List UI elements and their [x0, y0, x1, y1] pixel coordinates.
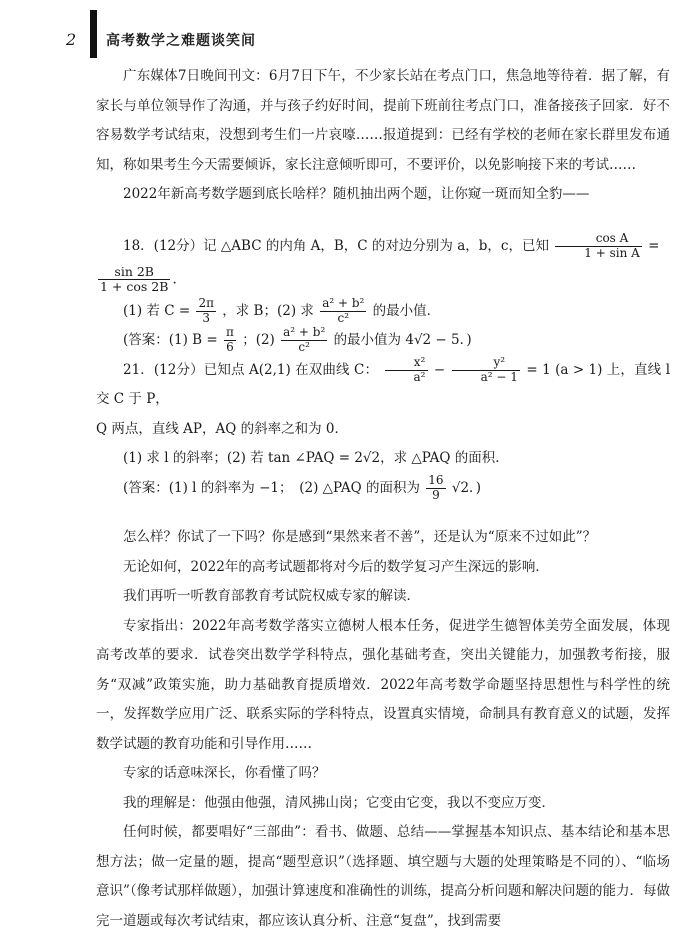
commentary-paragraph: 我们再听一听教育部教育考试院权威专家的解读． [123, 588, 420, 605]
question-18: 18．(12分）记 △ABC 的内角 A，B，C 的对边分别为 a，b，c，已知 $\frac{\text{cos A}}{\text{1 + sin A}}$ = $\frac{\sin 2B}{1 + \cos 2B}$ . (1) 若 C = $\frac{2\pi}{3}$ ，求 B；(2) 求 $\frac{\text{a² + b²}}{\text{c²}}$ 的最小值． (答案：(1) B = $\frac{\pi}{6}$ ；(2) $\frac{\text{a² + b²}}{\text{c²}}$ 的最小值为 4√2 − 5．) [96, 232, 670, 356]
q18-fraction-sin2B: $\frac{\sin 2B}{1 + \cos 2B}$ [100, 264, 169, 295]
q21-answer: (答案：(1) l 的斜率为 −1； (2) △PAQ 的面积为 $\frac{16}{9}$ √2．) [123, 472, 482, 502]
commentary-paragraph: 无论如何，2022年的高考试题都将对今后的数学复习产生深远的影响． [123, 558, 549, 575]
q18-fraction-cosA: $\frac{\text{cos A}}{\text{1 + sin A}}$ [555, 232, 642, 261]
news-paragraph: 广东媒体7日晚间刊文：6月7日下午，不少家长站在考点门口，焦急地等待着．据了解，有家长与单位领导作了沟通，并与孩子约好时间，提前下班前往考点门口，准备接孩子回家．好不容易数学考试结束，没想到考生们一片哀嚎……报道提到：已经有学校的老师在家长群里发布通知，称如果考生今天需要倾诉，家长注意倾听即可，不要评价，以免影响接下来的考试…… [96, 68, 670, 173]
page-body [96, 62, 670, 936]
page-number: 2 [66, 30, 77, 49]
advice-paragraph: 任何时候，都要唱好“三部曲”：看书、做题、总结——掌握基本知识点、基本结论和基本思想方法；做一定量的题，提高“题型意识”（选择题、填空题与大题的处理策略是不同的）、“临场意识”（像考试那样做题），加强计算速度和准确性的训练，提高分析问题和解决问题的能力．每做完一道题或每次考试结束，都应该认真分析、注意“复盘”，找到需要 [96, 824, 670, 929]
expert-paragraph: 专家指出：2022年高考数学落实立德树人根本任务，促进学生德智体美劳全面发展，体现高考改革的要求．试卷突出数学学科特点，强化基础考查，突出关键能力，加强教考衔接，服务“双减”政策实施，助力基础教育提质增效．2022年高考数学命题坚持思想性与科学性的统一，发挥数学应用广泛、联系实际的学科特点，设置真实情境，命制具有教育意义的试题，发挥数学试题的教育功能和引导作用…… [96, 617, 670, 752]
book-title: 高考数学之难题谈笑间 [106, 33, 256, 49]
header-rule [90, 10, 97, 58]
q21-fraction-x: $\frac{\text{x²}}{\text{a²}}$ [385, 356, 428, 385]
q18-equals: = [648, 237, 660, 254]
question-21: 21．(12分）已知点 A(2,1) 在双曲线 C： $\frac{\text{x²}}{\text{a²}}$ − $\frac{\text{y²}}{\text{a² − 1}}$ = 1 (a > 1) 上，直线 l 交 C 于 P， Q 两点，直线 AP，AQ 的斜率之和为 0． (1) 求 l 的斜率；(2) 若 tan ∠PAQ = 2√2，求 △PAQ 的面积． (答案：(1) l 的斜率为 −1； (2) △PAQ 的面积为 $\frac{16}{9}$ √2．) [96, 354, 671, 502]
q21-stem: 21．(12分）已知点 A(2,1) 在双曲线 C： [123, 361, 379, 378]
commentary-paragraph: 专家的话意味深长，你看懂了吗？ [123, 765, 326, 782]
commentary-paragraph: 我的理解是：他强由他强，清风拂山岗；它变由它变，我以不变应万变． [123, 794, 555, 811]
q18-answer: (答案：(1) B = $\frac{\pi}{6}$ ；(2) $\frac{\text{a² + b²}}{\text{c²}}$ 的最小值为 4√2 − 5．) [123, 325, 472, 355]
q21-fraction-y: $\frac{\text{y²}}{\text{a² − 1}}$ [452, 356, 520, 385]
q18-stem: 18．(12分）记 △ABC 的内角 A，B，C 的对边分别为 a，b，c，已知 [123, 237, 549, 254]
q21-stem-line2: Q 两点，直线 AP，AQ 的斜率之和为 0． [96, 420, 348, 437]
intro-paragraph: 2022年新高考数学题到底长啥样？随机抽出两个题，让你窥一斑而知全豹—— [123, 186, 590, 202]
commentary-paragraph: 怎么样？你试了一下吗？你是感到“果然来者不善”，还是认为“原来不过如此”？ [123, 529, 597, 546]
q21-parts: (1) 求 l 的斜率；(2) 若 tan ∠PAQ = 2√2，求 △PAQ 的面积． [123, 450, 509, 467]
q18-parts: (1) 若 C = $\frac{2\pi}{3}$ ，求 B；(2) 求 $\frac{\text{a² + b²}}{\text{c²}}$ 的最小值． [123, 295, 441, 325]
